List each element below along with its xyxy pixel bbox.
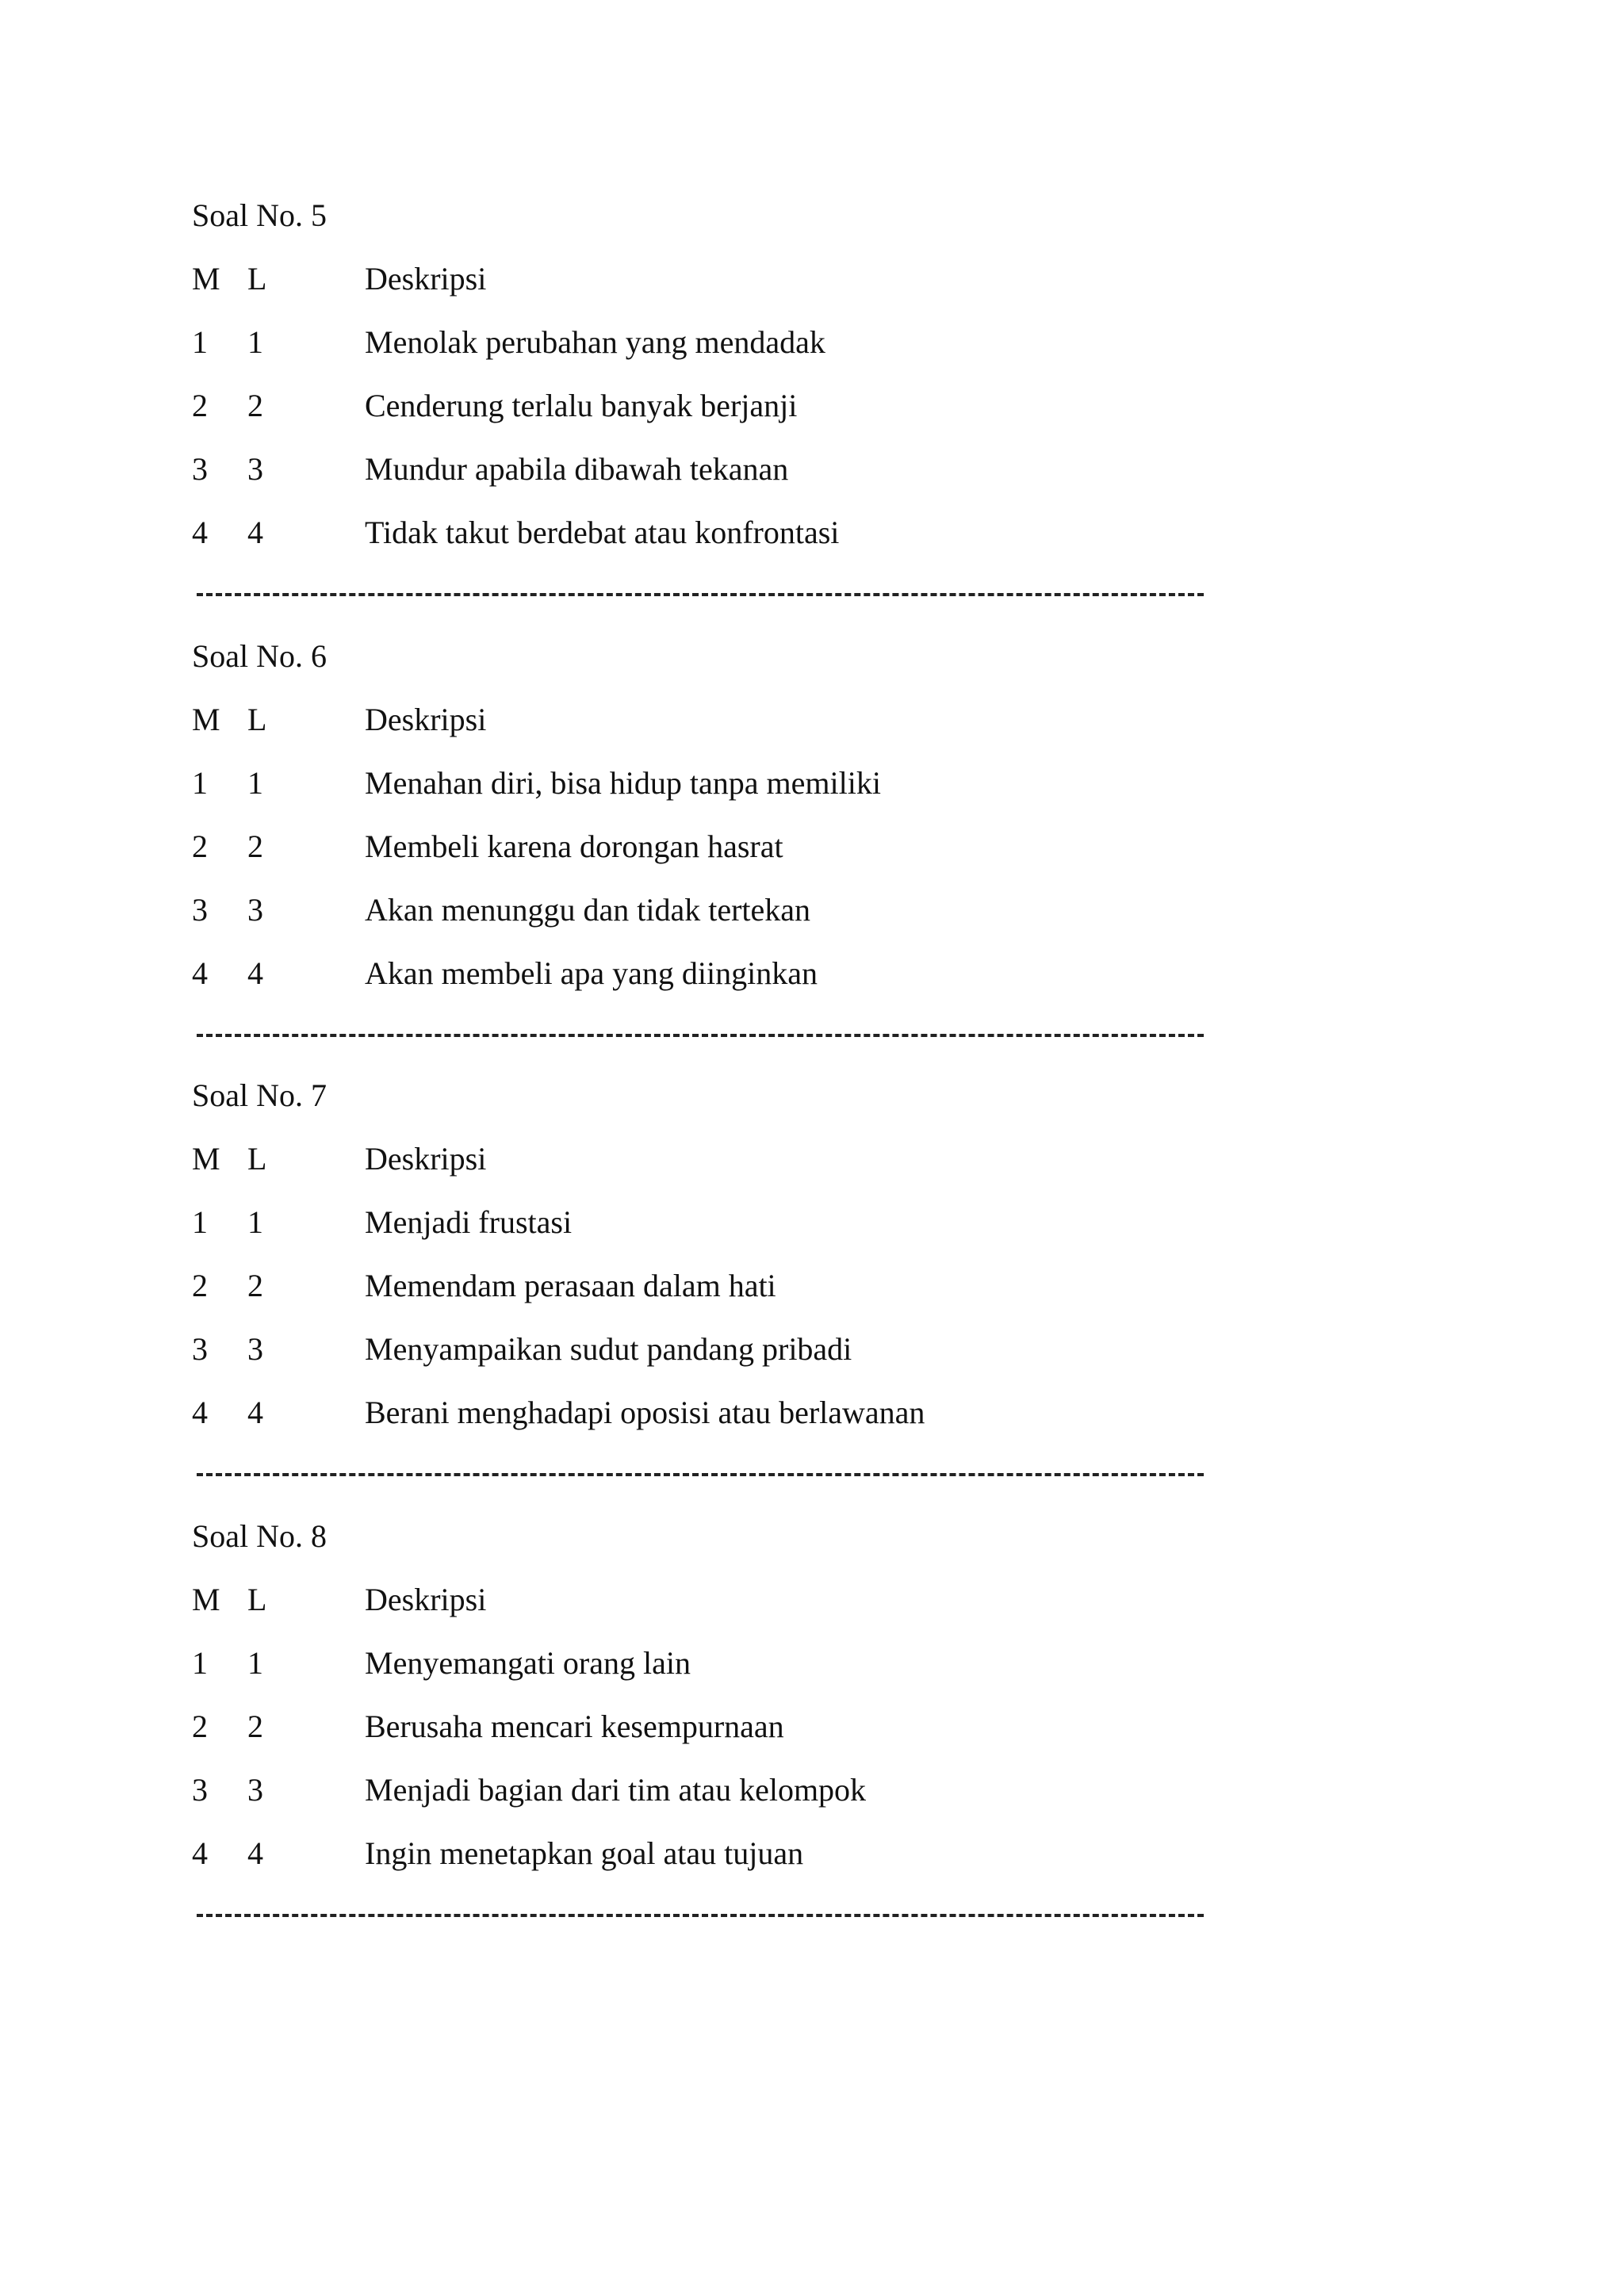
option-l-value: 4 bbox=[247, 1395, 263, 1430]
question-title: Soal No. 6 bbox=[192, 638, 327, 674]
option-description: Mundur apabila dibawah tekanan bbox=[365, 451, 789, 487]
column-header-m: M bbox=[192, 261, 220, 297]
option-description: Menyemangati orang lain bbox=[365, 1645, 691, 1681]
option-l-value: 4 bbox=[247, 515, 263, 550]
column-header-l: L bbox=[247, 702, 267, 737]
option-l-value: 4 bbox=[247, 1835, 263, 1871]
option-description: Cenderung terlalu banyak berjanji bbox=[365, 388, 798, 423]
column-header-l: L bbox=[247, 1141, 267, 1177]
option-description: Ingin menetapkan goal atau tujuan bbox=[365, 1835, 804, 1871]
option-m-value: 1 bbox=[192, 1645, 208, 1681]
option-description: Akan menunggu dan tidak tertekan bbox=[365, 892, 811, 928]
option-description: Akan membeli apa yang diinginkan bbox=[365, 955, 818, 991]
option-m-value: 1 bbox=[192, 765, 208, 801]
option-l-value: 2 bbox=[247, 1709, 263, 1744]
option-l-value: 1 bbox=[247, 765, 263, 801]
option-description: Memendam perasaan dalam hati bbox=[365, 1268, 776, 1303]
option-description: Menahan diri, bisa hidup tanpa memiliki bbox=[365, 765, 881, 801]
option-m-value: 1 bbox=[192, 324, 208, 360]
column-header-m: M bbox=[192, 702, 220, 737]
option-description: Tidak takut berdebat atau konfrontasi bbox=[365, 515, 840, 550]
option-l-value: 1 bbox=[247, 324, 263, 360]
option-m-value: 4 bbox=[192, 955, 208, 991]
section-divider bbox=[197, 593, 1204, 596]
option-m-value: 2 bbox=[192, 388, 208, 423]
section-divider bbox=[197, 1034, 1204, 1037]
column-header-m: M bbox=[192, 1582, 220, 1617]
section-divider bbox=[197, 1473, 1204, 1476]
option-m-value: 2 bbox=[192, 828, 208, 864]
option-description: Menjadi bagian dari tim atau kelompok bbox=[365, 1772, 867, 1808]
option-m-value: 3 bbox=[192, 892, 208, 928]
option-l-value: 2 bbox=[247, 828, 263, 864]
column-header-desc: Deskripsi bbox=[365, 261, 487, 297]
question-title: Soal No. 7 bbox=[192, 1077, 327, 1113]
question-title: Soal No. 8 bbox=[192, 1518, 327, 1554]
column-header-desc: Deskripsi bbox=[365, 1141, 487, 1177]
column-header-desc: Deskripsi bbox=[365, 1582, 487, 1617]
question-title: Soal No. 5 bbox=[192, 197, 327, 233]
option-m-value: 3 bbox=[192, 1331, 208, 1367]
section-divider bbox=[197, 1914, 1204, 1917]
option-l-value: 1 bbox=[247, 1204, 263, 1240]
option-description: Berusaha mencari kesempurnaan bbox=[365, 1709, 784, 1744]
option-l-value: 3 bbox=[247, 892, 263, 928]
option-m-value: 4 bbox=[192, 1395, 208, 1430]
option-m-value: 2 bbox=[192, 1709, 208, 1744]
option-m-value: 2 bbox=[192, 1268, 208, 1303]
option-description: Membeli karena dorongan hasrat bbox=[365, 828, 783, 864]
option-m-value: 3 bbox=[192, 451, 208, 487]
option-l-value: 4 bbox=[247, 955, 263, 991]
option-m-value: 4 bbox=[192, 1835, 208, 1871]
column-header-l: L bbox=[247, 261, 267, 297]
column-header-l: L bbox=[247, 1582, 267, 1617]
option-description: Menyampaikan sudut pandang pribadi bbox=[365, 1331, 852, 1367]
option-l-value: 3 bbox=[247, 451, 263, 487]
option-l-value: 3 bbox=[247, 1331, 263, 1367]
option-description: Menolak perubahan yang mendadak bbox=[365, 324, 825, 360]
option-m-value: 3 bbox=[192, 1772, 208, 1808]
option-m-value: 1 bbox=[192, 1204, 208, 1240]
option-m-value: 4 bbox=[192, 515, 208, 550]
option-l-value: 3 bbox=[247, 1772, 263, 1808]
option-description: Menjadi frustasi bbox=[365, 1204, 573, 1240]
option-l-value: 1 bbox=[247, 1645, 263, 1681]
option-description: Berani menghadapi oposisi atau berlawanan bbox=[365, 1395, 925, 1430]
option-l-value: 2 bbox=[247, 1268, 263, 1303]
column-header-m: M bbox=[192, 1141, 220, 1177]
option-l-value: 2 bbox=[247, 388, 263, 423]
column-header-desc: Deskripsi bbox=[365, 702, 487, 737]
